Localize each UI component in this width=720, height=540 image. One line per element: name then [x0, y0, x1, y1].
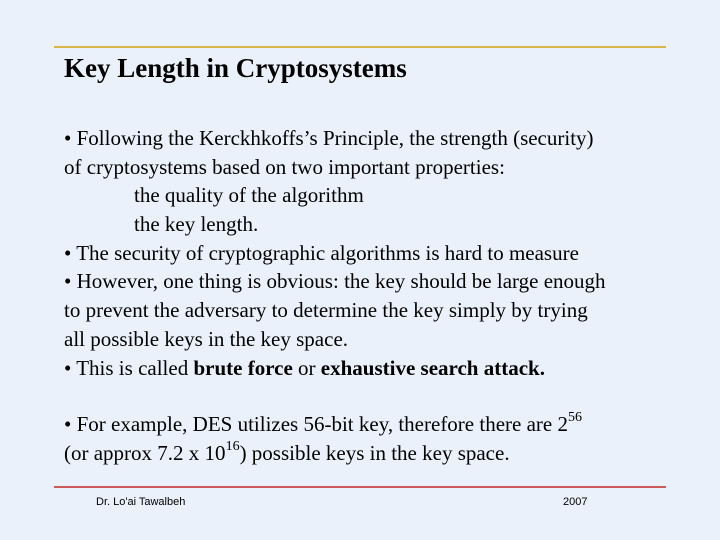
bullet-5-line-1 [64, 410, 704, 439]
bullet-4-connector: or [292, 355, 321, 380]
footer-year: 2007 [563, 496, 588, 508]
bullet-5-approx-prefix: (or approx 7.2 x 10 [64, 440, 226, 465]
exponent-56: 56 [567, 410, 582, 426]
sub-item-algorithm-quality: the quality of the algorithm [134, 183, 364, 208]
bullet-5-line-2 [64, 439, 704, 468]
exhaustive-search-term: exhaustive search attack. [320, 355, 545, 380]
bullet-3-line-1: • However, one thing is obvious: the key should be large enough [64, 269, 606, 294]
bullet-4-prefix: • This is called [64, 355, 194, 380]
bullet-5-approx-suffix: ) possible keys in the key space. [239, 440, 510, 465]
bullet-1-line-1: • Following the Kerckhkoffs’s Principle, the strength (security) [64, 126, 594, 150]
bullet-4 [64, 354, 704, 383]
slide-body [64, 124, 704, 468]
brute-force-term: brute force [193, 355, 293, 380]
title-divider [54, 46, 666, 48]
exponent-16: 16 [225, 438, 240, 454]
footer-author: Dr. Lo'ai Tawalbeh [96, 496, 186, 508]
sub-item-key-length: the key length. [134, 212, 259, 237]
bullet-2: • The security of cryptographic algorithms is hard to measure [64, 240, 579, 265]
paragraph-gap [64, 382, 704, 410]
bullet-3-line-2: to prevent the adversary to determine the key simply by trying [64, 298, 588, 323]
bullet-5-text: • For example, DES utilizes 56-bit key, therefore there are 2 [64, 412, 568, 437]
slide-title: Key Length in Cryptosystems [64, 53, 407, 83]
footer-divider [54, 486, 666, 488]
bullet-1-line-2: of cryptosystems based on two important properties: [64, 154, 505, 179]
bullet-3-line-3: all possible keys in the key space. [64, 326, 349, 351]
